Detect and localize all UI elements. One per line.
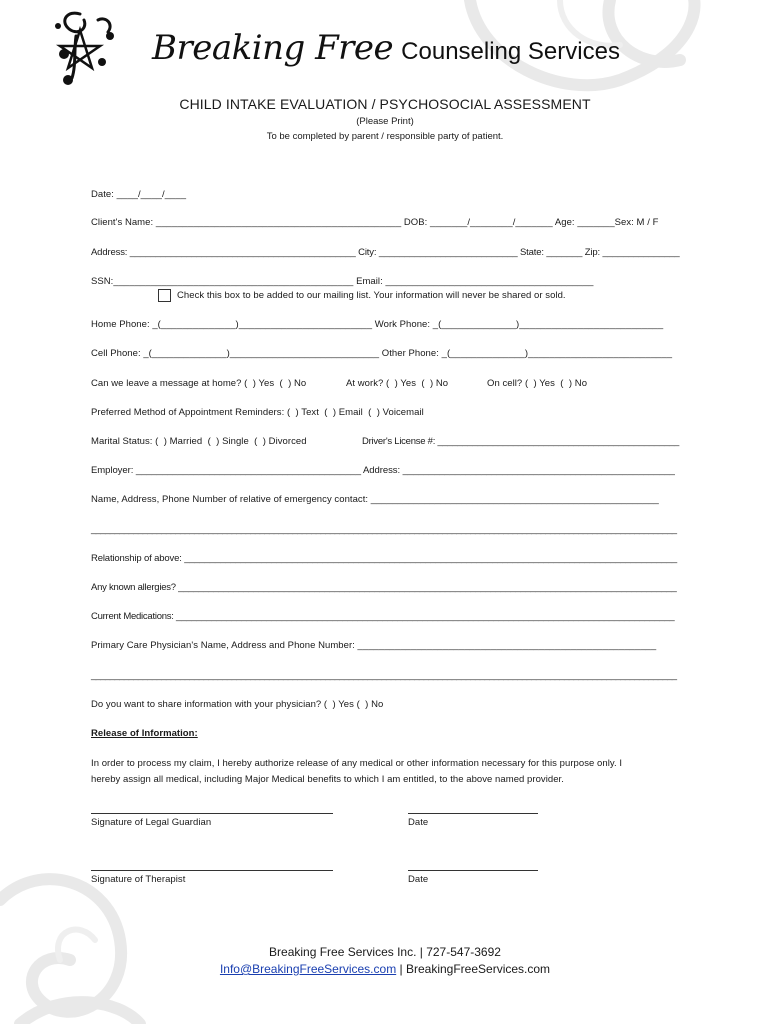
relationship-field[interactable]: Relationship of above: ________________________________________________________________________________________________ [91, 553, 678, 564]
treble-clef-star-logo-icon [40, 6, 122, 88]
guardian-signature-line[interactable] [91, 813, 333, 814]
brand-subtitle-text: Counseling Services [401, 38, 620, 65]
document-title: CHILD INTAKE EVALUATION / PSYCHOSOCIAL ASSESSMENT [179, 96, 591, 112]
mailing-list-label: Check this box to be added to our mailing list. Your information will never be shared or sold. [177, 290, 566, 301]
please-print-note: (Please Print) [356, 116, 414, 127]
emergency-contact-blank-line[interactable]: _____________________________________________________________________________________________________________________________ [91, 524, 677, 535]
guardian-signature-label: Signature of Legal Guardian [91, 817, 212, 828]
footer-website[interactable]: BreakingFreeServices.com [405, 962, 551, 976]
home-work-phone-field[interactable]: Home Phone: _(______________)_________________________ Work Phone: _(______________)___________________________ [91, 319, 664, 330]
therapist-date-label: Date [408, 874, 429, 885]
therapist-signature-label: Signature of Therapist [91, 874, 186, 885]
physician-blank-line[interactable]: _____________________________________________________________________________________________________________________________ [91, 670, 677, 681]
ssn-email-field[interactable]: SSN:_____________________________________________ Email: _______________________________________ [91, 276, 594, 287]
brand-script-text: Breaking Free [152, 28, 394, 68]
therapist-date-line[interactable] [408, 870, 538, 871]
therapist-signature-line[interactable] [91, 870, 333, 871]
message-work-option[interactable]: At work? ( ) Yes ( ) No [346, 378, 449, 389]
instructions-note: To be completed by parent / responsible party of patient. [266, 131, 504, 142]
message-cell-option[interactable]: On cell? ( ) Yes ( ) No [487, 378, 588, 389]
reminder-method-option[interactable]: Preferred Method of Appointment Reminders: ( ) Text ( ) Email ( ) Voicemail [91, 407, 424, 418]
footer-separator: | [396, 962, 406, 976]
medications-field[interactable]: Current Medications: ___________________________________________________________________________________________________ [91, 611, 675, 622]
physician-field[interactable]: Primary Care Physician's Name, Address and Phone Number: ________________________________________________________ [91, 640, 657, 651]
emergency-contact-field[interactable]: Name, Address, Phone Number of relative of emergency contact: ______________________________________________________ [91, 494, 659, 505]
client-name-dob-age-sex-field[interactable]: Client's Name: ______________________________________________ DOB: _______/________/_______ Age: _______Sex: M / F [91, 217, 659, 228]
message-home-option[interactable]: Can we leave a message at home? ( ) Yes ( ) No [91, 378, 307, 389]
share-with-physician-option[interactable]: Do you want to share information with your physician? ( ) Yes ( ) No [91, 699, 384, 710]
release-text-line-2: hereby assign all medical, including Major Medical benefits to which I am entitled, to the above named provider. [91, 774, 564, 785]
guardian-date-line[interactable] [408, 813, 538, 814]
mailing-list-checkbox[interactable] [158, 289, 171, 302]
brand-name [152, 28, 620, 68]
footer-company-phone: Breaking Free Services Inc. | 727-547-3692 [269, 945, 501, 959]
footer-contact [0, 962, 770, 976]
address-city-state-zip-field[interactable]: Address: ____________________________________________ City: ___________________________ State: _______ Zip: _______________ [91, 247, 680, 258]
cell-other-phone-field[interactable]: Cell Phone: _(______________)____________________________ Other Phone: _(______________)___________________________ [91, 348, 673, 359]
release-text-line-1: In order to process my claim, I hereby authorize release of any medical or other information necessary for this purpose only. I [91, 758, 623, 769]
drivers-license-field[interactable]: Driver's License #: ________________________________________________ [362, 436, 680, 447]
allergies-field[interactable]: Any known allergies? ___________________________________________________________________________________________________ [91, 582, 677, 593]
guardian-date-label: Date [408, 817, 429, 828]
footer-email-link[interactable]: Info@BreakingFreeServices.com [219, 962, 397, 976]
marital-status-option[interactable]: Marital Status: ( ) Married ( ) Single ( ) Divorced [91, 436, 307, 447]
release-heading: Release of Information: [91, 728, 198, 739]
date-field[interactable]: Date: ____/____/____ [91, 189, 187, 200]
employer-address-field[interactable]: Employer: ___________________________________________ Address: ____________________________________________________ [91, 465, 675, 476]
